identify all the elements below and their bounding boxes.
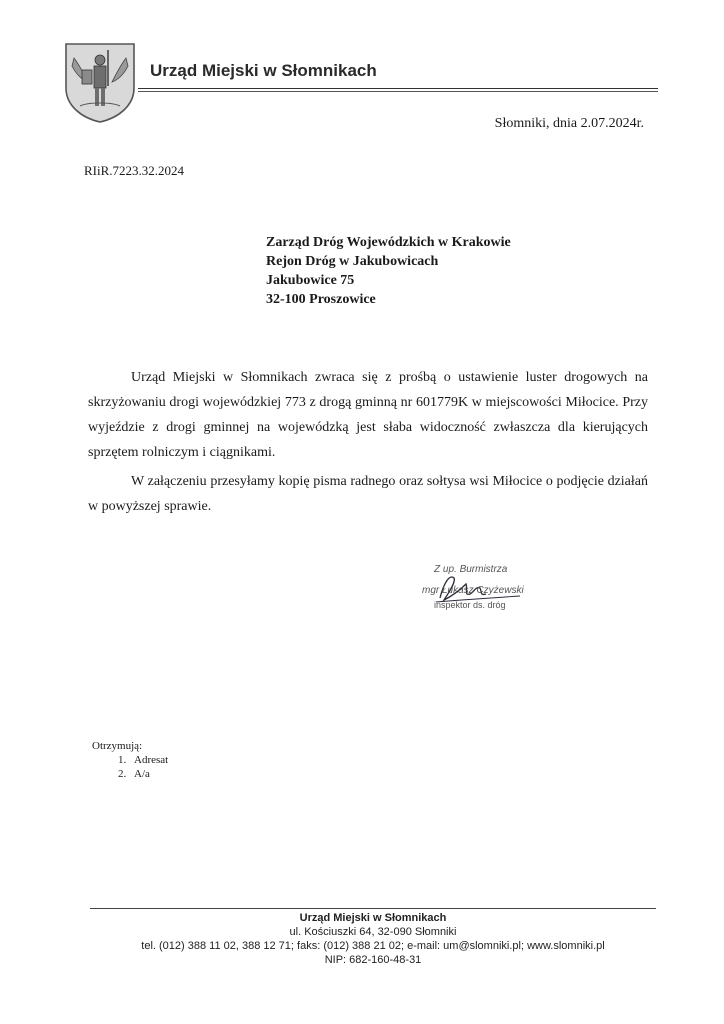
addressee-block	[266, 233, 511, 309]
footer-address: ul. Kościuszki 64, 32-090 Słomniki	[289, 926, 457, 938]
addressee-line: Jakubowice 75	[266, 273, 355, 288]
place-and-date: Słomniki, dnia 2.07.2024r.	[494, 116, 644, 131]
header-divider-secondary	[138, 91, 658, 92]
stamp-line: inspektor ds. dróg	[434, 600, 506, 610]
list-number: 2.	[118, 768, 127, 780]
body-paragraph: W załączeniu przesyłamy kopię pisma radnego oraz sołtysa wsi Miłocice o podjęcie działań w powyższej sprawie.	[88, 474, 648, 514]
signature-stamp	[410, 560, 560, 620]
organization-title: Urząd Miejski w Słomnikach	[150, 61, 377, 80]
stamp-line: Z up. Burmistrza	[434, 564, 508, 575]
reference-number: RIiR.7223.32.2024	[84, 163, 185, 178]
addressee-line: 32-100 Proszowice	[266, 292, 376, 307]
list-number: 1.	[118, 754, 127, 766]
recipient-label: Adresat	[134, 754, 169, 766]
header-divider	[138, 88, 658, 89]
footer-org-name: Urząd Miejski w Słomnikach	[299, 912, 447, 924]
list-item	[118, 767, 168, 781]
footer-nip: NIP: 682-160-48-31	[324, 954, 422, 966]
body-paragraph: Urząd Miejski w Słomnikach zwraca się z prośbą o ustawienie luster drogowych na skrzyżowaniu drogi wojewódzkiej 773 z drogą gminną nr 601779K w miejscowości Miłocice. Przy wyjeździe z drogi gminnej na wojewódzką jest słaba widoczność zwłaszcza dla kierujących sprzętem rolniczym i ciągnikami.	[88, 370, 648, 460]
recipients-title: Otrzymują:	[92, 740, 143, 752]
letterhead-footer	[90, 911, 656, 967]
addressee-line: Rejon Dróg w Jakubowicach	[266, 254, 439, 269]
recipients-list	[92, 739, 168, 781]
footer-divider	[90, 908, 656, 909]
recipient-label: A/a	[134, 768, 150, 780]
coat-of-arms-icon	[62, 40, 138, 124]
footer-contact: tel. (012) 388 11 02, 388 12 71; faks: (012) 388 21 02; e-mail: um@slomniki.pl; www.slomniki.pl	[141, 940, 605, 952]
addressee-line: Zarząd Dróg Wojewódzkich w Krakowie	[266, 235, 511, 250]
stamp-line: mgr Łukasz Czyżewski	[422, 585, 524, 596]
list-item	[118, 753, 168, 767]
letter-body	[88, 365, 648, 519]
